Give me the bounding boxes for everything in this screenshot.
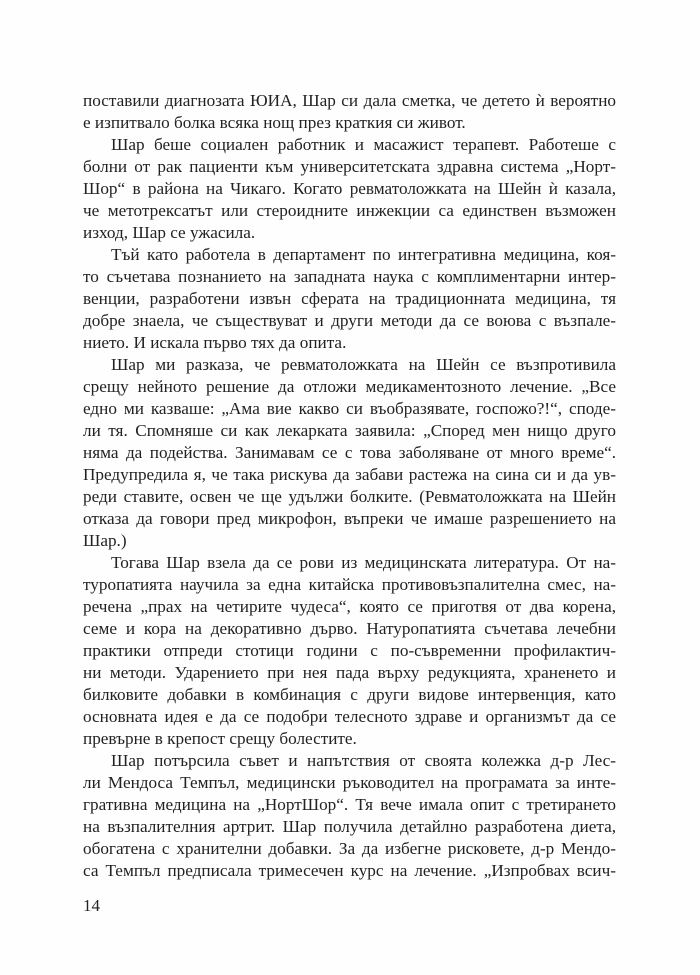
text-line: нието. И искала първо тях да опита. xyxy=(83,333,347,352)
text-line: венции, разработени извън сферата на традиционната медицина, тя xyxy=(83,289,616,308)
paragraph xyxy=(83,354,616,552)
text-line: ли Мендоса Темпъл, медицински ръководител на програмата за инте- xyxy=(83,773,616,792)
text-line: болни от рак пациенти към университетската здравна система „Норт- xyxy=(83,157,616,176)
text-line: отказа да говори пред микрофон, въпреки че имаше разрешението на xyxy=(83,509,616,528)
text-line: че метотрексатът или стероидните инжекции са единствен възможен xyxy=(83,201,616,220)
text-line: ли тя. Спомняше си как лекарката заявила: „Според мен нищо друго xyxy=(83,421,616,440)
text-line: Шар потърсила съвет и напътствия от своята колежка д-р Лес- xyxy=(111,751,616,770)
text-line: Тогава Шар взела да се рови из медицинската литература. От на- xyxy=(111,553,616,572)
text-line: е изпитвало болка всяка нощ през краткия си живот. xyxy=(83,113,466,132)
text-line: основната идея е да се подобри телесното здраве и организмът да се xyxy=(83,707,616,726)
text-line: речена „прах на четирите чудеса“, която се приготвя от два корена, xyxy=(83,597,616,616)
text-line: ни методи. Ударението при нея пада върху редукцията, храненето и xyxy=(83,663,616,682)
text-line: изход, Шар се ужасила. xyxy=(83,223,256,242)
text-line: на възпалителния артрит. Шар получила детайлно разработена диета, xyxy=(83,817,616,836)
text-line: добре знаела, че съществуват и други методи да се воюва с възпале- xyxy=(83,311,616,330)
text-line: превърне в крепост срещу болестите. xyxy=(83,729,357,748)
page-number: 14 xyxy=(83,896,100,915)
text-line: поставили диагнозата ЮИА, Шар си дала сметка, че детето ѝ вероятно xyxy=(83,91,616,110)
text-line: Тъй като работела в департамент по интегративна медицина, коя- xyxy=(111,245,616,264)
text-line: Шар ми разказа, че ревматоложката на Шейн се възпротивила xyxy=(111,355,616,374)
text-line: Шор“ в района на Чикаго. Когато ревматоложката на Шейн ѝ казала, xyxy=(83,179,616,198)
text-line: гративна медицина на „НортШор“. Тя вече имала опит с третирането xyxy=(83,795,616,814)
text-line: Шар.) xyxy=(83,531,127,550)
text-line: едно ми казваше: „Ама вие какво си въобразявате, госпожо?!“, споде- xyxy=(83,399,616,418)
text-line: реди ставите, освен че ще удължи болките. (Ревматоложката на Шейн xyxy=(83,487,616,506)
body-text xyxy=(83,90,616,882)
text-line: билковите добавки в комбинация с други видове интервенция, като xyxy=(83,685,616,704)
paragraph xyxy=(83,134,616,244)
paragraph xyxy=(83,552,616,750)
text-line: няма да подейства. Занимавам се с това заболяване от много време“. xyxy=(83,443,616,462)
text-line: срещу нейното решение да отложи медикаментозното лечение. „Все xyxy=(83,377,616,396)
text-line: то съчетава познанието на западната наука с комплиментарни интер- xyxy=(83,267,616,286)
text-line: практики отпреди стотици години с по-съвременни профилактич- xyxy=(83,641,616,660)
text-line: туропатията научила за една китайска противовъзпалителна смес, на- xyxy=(83,575,616,594)
text-line: Шар беше социален работник и масажист терапевт. Работеше с xyxy=(111,135,616,154)
text-line: са Темпъл предписала тримесечен курс на лечение. „Изпробвах всич- xyxy=(83,861,616,880)
paragraph xyxy=(83,90,616,134)
paragraph xyxy=(83,244,616,354)
text-line: семе и кора на декоративно дърво. Натуропатията съчетава лечебни xyxy=(83,619,616,638)
text-line: обогатена с хранителни добавки. За да избегне рисковете, д-р Мендо- xyxy=(83,839,616,858)
paragraph xyxy=(83,750,616,882)
text-line: Предупредила я, че така рискува да забави растежа на сина си и да ув- xyxy=(83,465,616,484)
